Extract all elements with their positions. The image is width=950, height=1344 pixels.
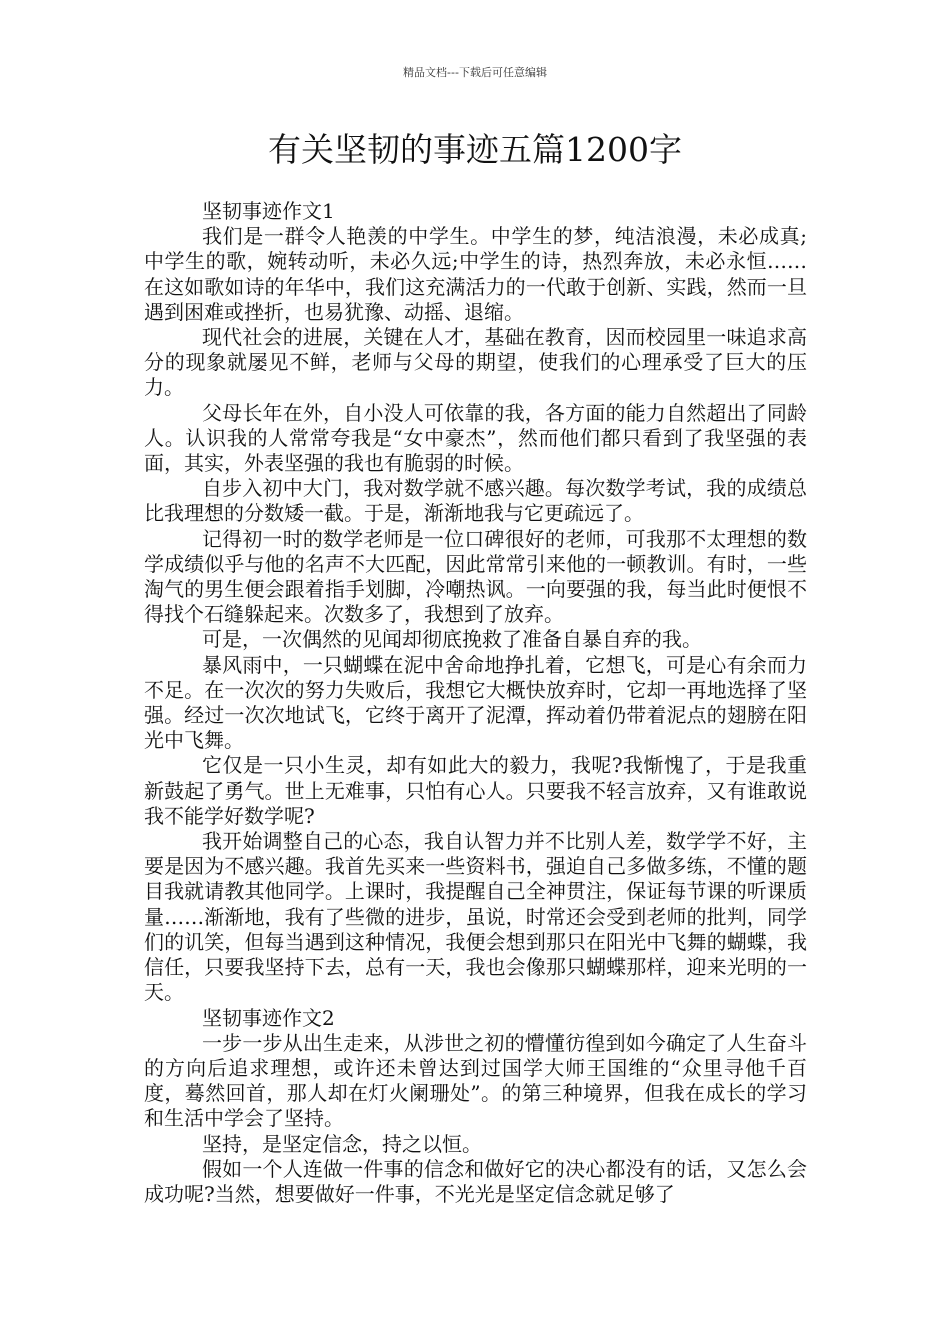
paragraph: 它仅是一只小生灵，却有如此大的毅力，我呢?我惭愧了，于是我重新鼓起了勇气。世上无难事，只怕有心人。只要我不轻言放弃，又有谁敢说我不能学好数学呢? [144,753,807,828]
section-heading: 坚韧事迹作文2 [202,1005,335,1030]
paragraph: 现代社会的进展，关键在人才，基础在教育，因而校园里一味追求高分的现象就屡见不鲜，老师与父母的期望，使我们的心理承受了巨大的压力。 [144,325,807,400]
paragraph: 坚持，是坚定信念，持之以恒。 [202,1131,482,1156]
paragraph: 我们是一群令人艳羡的中学生。中学生的梦，纯洁浪漫，未必成真;中学生的歌，婉转动听，未必久远;中学生的诗，热烈奔放，未必永恒……在这如歌如诗的年华中，我们这充满活力的一代敢于创新、实践，然而一旦遇到困难或挫折，也易犹豫、动摇、退缩。 [144,224,807,324]
document-title: 有关坚韧的事迹五篇1200字 [268,130,682,169]
paragraph: 一步一步从出生走来，从涉世之初的懵懂彷徨到如今确定了人生奋斗的方向后追求理想，或许还未曾达到过国学大师王国维的“众里寻他千百度，蓦然回首，那人却在灯火阑珊处”。的第三种境界，但我在成长的学习和生活中学会了坚持。 [144,1030,807,1131]
paragraph: 父母长年在外，自小没人可依靠的我，各方面的能力自然超出了同龄人。认识我的人常常夸我是“女中豪杰”，然而他们都只看到了我坚强的表面，其实，外表坚强的我也有脆弱的时候。 [144,400,807,476]
page-header: 精品文档---下载后可任意编辑 [403,66,547,79]
paragraph: 记得初一时的数学老师是一位口碑很好的老师，可我那不太理想的数学成绩似乎与他的名声不大匹配，因此常常引来他的一顿教训。有时，一些淘气的男生便会跟着指手划脚，冷嘲热讽。一向要强的我，每当此时便恨不得找个石缝躲起来。次数多了，我想到了放弃。 [144,526,807,627]
paragraph: 假如一个人连做一件事的信念和做好它的决心都没有的话，又怎么会成功呢?当然，想要做好一件事，不光光是坚定信念就足够了 [144,1156,807,1206]
document-body [144,199,807,1207]
section-heading: 坚韧事迹作文1 [202,199,335,223]
paragraph: 自步入初中大门，我对数学就不感兴趣。每次数学考试，我的成绩总比我理想的分数矮一截。于是，渐渐地我与它更疏远了。 [144,476,807,526]
paragraph: 暴风雨中，一只蝴蝶在泥中舍命地挣扎着，它想飞，可是心有余而力不足。在一次次的努力失败后，我想它大概快放弃时，它却一再地选择了坚强。经过一次次地试飞，它终于离开了泥潭，挥动着仍带着泥点的翅膀在阳光中飞舞。 [144,652,807,753]
paragraph: 可是，一次偶然的见闻却彻底挽救了准备自暴自弃的我。 [202,627,702,652]
paragraph: 我开始调整自己的心态，我自认智力并不比别人差，数学学不好，主要是因为不感兴趣。我首先买来一些资料书，强迫自己多做多练，不懂的题目我就请教其他同学。上课时，我提醒自己全神贯注，保证每节课的听课质量……渐渐地，我有了些微的进步，虽说，时常还会受到老师的批判，同学们的讥笑，但每当遇到这种情况，我便会想到那只在阳光中飞舞的蝴蝶，我信任，只要我坚持下去，总有一天，我也会像那只蝴蝶那样，迎来光明的一天。 [144,829,807,1005]
